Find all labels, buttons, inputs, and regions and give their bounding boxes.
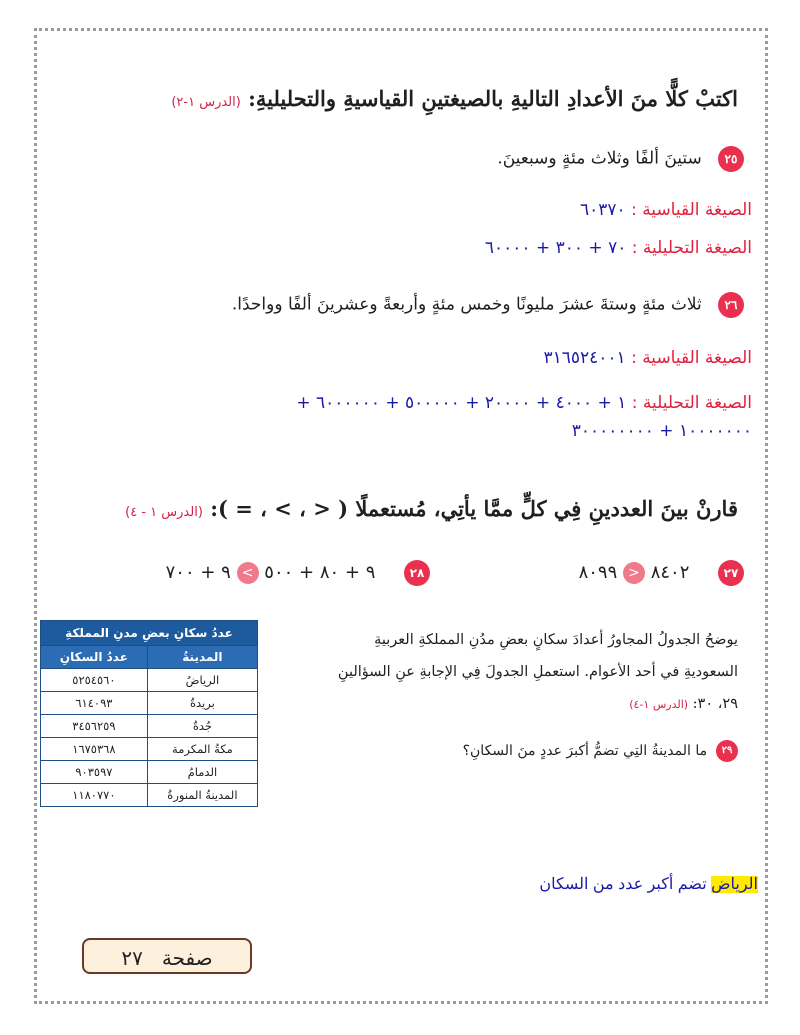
question-26: [232, 292, 744, 318]
q25-expanded-form: [485, 238, 752, 258]
page-label: صفحة: [161, 946, 213, 970]
population-cell: ٦١٤٠٩٣: [41, 692, 148, 715]
population-cell: ١٦٧٥٣٦٨: [41, 738, 148, 761]
comparison-symbol: >: [237, 562, 259, 584]
section-heading-compare: [125, 496, 738, 521]
standard-form-value: ٣١٦٥٢٤٠٠١: [543, 348, 626, 368]
comparison-symbol: <: [623, 562, 645, 584]
intro-line-1: يوضحُ الجدولُ المجاورُ أعدادَ سكانٍ بعضِ مدُنِ المملكةِ العربيةِ: [374, 632, 738, 648]
city-cell: الرياضُ: [147, 669, 257, 692]
lesson-ref: (الدرس ١ - ٤): [125, 505, 203, 520]
standard-form-label: الصيغة القياسية :: [631, 200, 752, 220]
answer-text: تضم أكبر عدد من السكان: [539, 876, 712, 893]
population-table: [40, 620, 258, 807]
q25-standard-form: [580, 200, 752, 220]
compare-right: ٨٠٩٩: [578, 562, 618, 583]
lesson-ref: (الدرس ١-٤): [629, 698, 689, 711]
answer-highlight: الرياض: [711, 876, 758, 893]
expanded-form-label: الصيغة التحليلية :: [631, 393, 752, 413]
column-header-city: المدينةُ: [147, 646, 257, 669]
population-cell: ٥٢٥٤٥٦٠: [41, 669, 148, 692]
heading-text: اكتبْ كلًّا منَ الأعدادِ التاليةِ بالصيغتينِ القياسيةِ والتحليليةِ:: [248, 86, 738, 111]
question-28: [166, 560, 430, 586]
standard-form-value: ٦٠٣٧٠: [580, 200, 626, 220]
q26-expanded-form: [296, 393, 752, 413]
table-row: [41, 738, 258, 761]
table-caption: عددُ سكانِ بعضِ مدنِ المملكةِ: [41, 621, 258, 646]
question-number-badge: ٢٦: [718, 292, 744, 318]
city-cell: جُدةُ: [147, 715, 257, 738]
table-row: [41, 669, 258, 692]
city-cell: بريدةُ: [147, 692, 257, 715]
city-cell: المدينةُ المنورةُ: [147, 784, 257, 807]
population-cell: ٩٠٣٥٩٧: [41, 761, 148, 784]
heading-text: قارنْ بينَ العددينِ فِي كلٍّ ممَّا يأتِي، مُستعملًا ( < ، > ، = ):: [210, 496, 738, 521]
table-row: [41, 692, 258, 715]
question-number-badge: ٢٩: [716, 740, 738, 762]
table-row: [41, 784, 258, 807]
column-header-population: عددُ السكانِ: [41, 646, 148, 669]
compare-left: ٩ + ٨٠ + ٥٠٠: [264, 562, 376, 583]
question-29: [463, 740, 738, 762]
question-text: ما المدينةُ التِي تضمُّ أكبرَ عددٍ منَ السكانِ؟: [462, 743, 708, 759]
city-cell: مكةُ المكرمة: [147, 738, 257, 761]
standard-form-label: الصيغة القياسية :: [631, 348, 752, 368]
table-intro-paragraph: [298, 624, 738, 721]
page-number: ٢٧: [121, 946, 143, 970]
question-number-badge: ٢٨: [404, 560, 430, 586]
question-text: ثلاث مئةٍ وستةَ عشرَ مليونًا وخمس مئةٍ وأربعةً وعشرينَ ألفًا وواحدًا.: [231, 294, 702, 315]
compare-left: ٨٤٠٢: [650, 562, 690, 583]
question-25: [497, 146, 744, 172]
population-cell: ٣٤٥٦٢٥٩: [41, 715, 148, 738]
q26-standard-form: [543, 348, 752, 368]
question-text: ستينَ ألفًا وثلاث مئةٍ وسبعينَ.: [497, 148, 702, 169]
compare-right: ٩ + ٧٠٠: [165, 562, 231, 583]
population-cell: ١١٨٠٧٧٠: [41, 784, 148, 807]
section-heading-standard-expanded: [171, 86, 738, 111]
expanded-form-value: ٧٠ + ٣٠٠ + ٦٠٠٠٠: [484, 238, 627, 258]
expanded-form-label: الصيغة التحليلية :: [631, 238, 752, 258]
q29-answer: [539, 874, 758, 894]
intro-line-2: السعوديةِ في أحد الأعوام. استعملِ الجدولَ فِي الإجابةِ عنِ السؤالينِ: [337, 664, 738, 680]
question-number-badge: ٢٧: [718, 560, 744, 586]
page-number-box: [82, 938, 252, 974]
city-cell: الدمامُ: [147, 761, 257, 784]
question-number-badge: ٢٥: [718, 146, 744, 172]
question-27: [579, 560, 744, 586]
intro-line-3: ٢٩، ٣٠:: [692, 696, 738, 712]
lesson-ref: (الدرس ١-٢): [171, 95, 241, 110]
expanded-form-value-1: ١ + ٤٠٠٠ + ٢٠٠٠٠ + ٥٠٠٠٠٠ + ٦٠٠٠٠٠٠ +: [296, 393, 627, 413]
table-row: [41, 715, 258, 738]
table-row: [41, 761, 258, 784]
q26-expanded-form-line2: ١٠٠٠٠٠٠٠ + ٣٠٠٠٠٠٠٠٠: [571, 421, 752, 441]
